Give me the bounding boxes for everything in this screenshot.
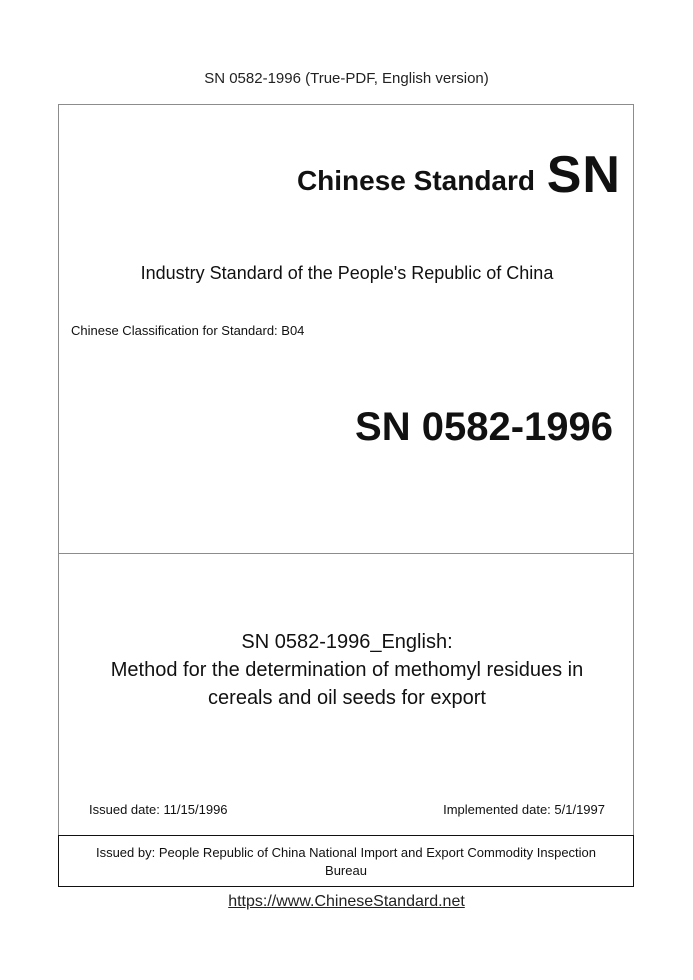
title-line-3: cereals and oil seeds for export <box>208 687 486 709</box>
issuer-line-1: Issued by: People Republic of China National Import and Export Commodity Inspection <box>95 845 597 860</box>
industry-standard-line: Industry Standard of the People's Republic of China <box>140 263 554 283</box>
title-line-2: Method for the determination of methomyl residues in <box>110 659 584 681</box>
document-title <box>59 628 635 712</box>
implemented-date: Implemented date: 5/1/1997 <box>443 802 605 817</box>
cover-title-panel <box>58 553 634 836</box>
document-type-heading: Chinese Standard <box>296 165 535 196</box>
website-link[interactable]: https://www.ChineseStandard.net <box>228 893 465 910</box>
page-header-caption: SN 0582-1996 (True-PDF, English version) <box>204 70 489 87</box>
title-line-1: SN 0582-1996_English: <box>241 631 453 653</box>
issuer-line-2: Bureau <box>325 863 367 878</box>
standard-prefix-mark: SN <box>546 146 621 204</box>
issued-date: Issued date: 11/15/1996 <box>89 802 228 817</box>
cover-top-panel <box>58 104 634 554</box>
classification-line: Chinese Classification for Standard: B04 <box>71 323 305 338</box>
issuer-panel <box>58 835 634 887</box>
standard-number: SN 0582-1996 <box>355 405 613 449</box>
